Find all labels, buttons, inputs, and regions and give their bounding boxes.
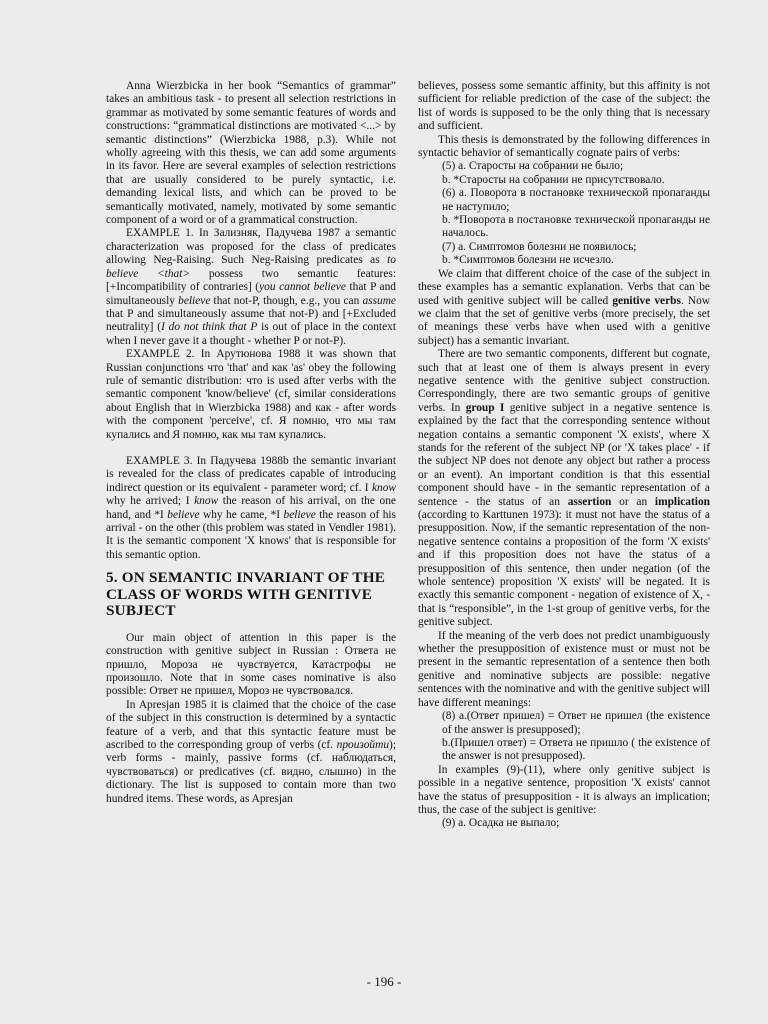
text-run: ); verb forms - mainly, passive forms (cf. наблюдаться, чувствоваться) or predicatives (cf. видно, слышно) in the dictionary. The list is supposed to contain more than two hundred items. These words, as Apresjan [106, 738, 396, 805]
text-run: EXAMPLE 1. In Зализняк, Падучева 1987 a semantic characterization was proposed for the class of predicates allowing Neg-Raising. Such Neg-Raising predicates as [106, 227, 396, 267]
left-column [106, 80, 396, 806]
italic-term: to believe <that> [106, 254, 396, 280]
text-run: There are two semantic components, different but cognate, such that at least one of them is always present in every negative sentence with the genitive subject construction. Correspondingly, there are two semantic groups of genitive verbs. In [418, 348, 710, 414]
example-6b: b. *Поворота в постановке технической пропаганды не началось. [442, 214, 710, 240]
bold-term: assertion [567, 495, 612, 508]
text-run: that P and simultaneously assume that not-P) and [+Excluded neutrality] ( [106, 307, 396, 334]
page-number: - 196 - [366, 974, 402, 989]
bold-term: implication [654, 495, 710, 508]
example-6a: (6) а. Поворота в постановке технической пропаганды не наступило; [442, 187, 710, 213]
text-run: In Apresjan 1985 it is claimed that the choice of the case of the subject in this construction is determined by a syntactic feature of a verb, and that this syntactic feature must be ascribed to the corresponding group of verbs (cf. [106, 698, 396, 751]
text-run: that not-P, though, e.g., you can [210, 294, 363, 307]
example-5b: b. *Старосты на собрании не присутствовало. [442, 173, 665, 186]
text-run: why he arrived; I [106, 495, 195, 508]
text-run: genitive subject in a negative sentence is explained by the fact that the corresponding sentence without negation contains a semantic component 'X exists', where X stands for the referent of the subject NP (or 'X takes place' - if the subject NP does not denote any object but rather a process or an event). An important condition is that this essential component should have - in the semantic representation of a sentence - the status of an [418, 401, 710, 508]
spacer [106, 442, 396, 455]
text-run: possess two semantic features: [+Incompatibility of contraries] ( [106, 267, 396, 294]
text-run: . Now we claim that the set of genitive verbs (more precisely, the set of meanings these verbs have when used with a genitive subject) has a semantic invariant. [418, 294, 711, 347]
paragraph-example-2: EXAMPLE 2. In Арутюнова 1988 it was shown that Russian conjunctions что 'that' and как 'as' obey the following rule of semantic distribution: что is used after verbs with the semantic component 'know/believe' (cf, similar considerations about English that in Wierzbicka 1988) and как - after words with the component 'perceive', cf. Я помню, что мы там купались and Я помню, как мы там купались. [106, 348, 396, 441]
paragraph-ambiguity: If the meaning of the verb does not predict unambiguously whether the presupposition of existence must or must not be present in the semantic representation of a sentence then both genitive and nominative subjects are possible: negative sentences with the nominative and with the genitive subject will have different meanings: [418, 629, 710, 709]
italic-term: know [194, 495, 219, 508]
paragraph-example-1 [106, 227, 396, 348]
bold-term: genitive verbs [612, 294, 681, 307]
paragraph-example-3 [106, 455, 396, 562]
paragraph-thesis: This thesis is demonstrated by the following differences in syntactic behavior of semantically cognate pairs of verbs: [418, 133, 710, 160]
text-run: or an [611, 495, 655, 508]
text-run: (according to Karttunen 1973): it must not have the status of a presupposition. Now, if the semantic representation of the non-negative sentence contains a proposition of the form 'X exists' and if this proposition does not have the status of a presupposition of this sentence, then under negation (of the whole sentence) proposition 'X exists' will be negated. It is exactly this semantic component - negation of existence of X, - that is “responsible”, in the 1-st group of genitive verbs, for the genitive subject. [418, 509, 710, 629]
italic-term: you cannot believe [259, 281, 346, 294]
example-8a: (8) а.(Ответ пришел) = Ответ не пришел (the existence of the answer is presupposed); [442, 710, 710, 736]
paragraph-main-object: Our main object of attention in this paper is the construction with genitive subject in Russian : Ответа не пришло, Мороза не чувствуется, Катастрофы не произошло. Note that in some cases nominative is also possible: Ответ не пришел, Мороз не чувствовался. [106, 631, 396, 698]
text-run: We claim that different choice of the case of the subject in these examples has a semantic explanation. Verbs that can be used with genitive subject will be called [418, 267, 710, 307]
text-run: is out of place in the context when I never gave it a thought - whether P or not-P). [106, 321, 396, 347]
bold-term: group I [465, 401, 505, 414]
example-7b: b. *Симптомов болезни не исчезло. [442, 254, 614, 267]
italic-term: believe [178, 294, 211, 307]
italic-term: assume [362, 294, 396, 307]
example-8b: b.(Пришел ответ) = Ответа не пришло ( the existence of the answer is not presupposed). [442, 736, 710, 763]
text-run: that P and simultaneously [106, 281, 396, 307]
text-run: EXAMPLE 3. In Падучева 1988b the semantic invariant is revealed for the class of predicates capable of introducing indirect question or its equivalent - parameter word; cf. I [106, 454, 396, 494]
italic-term: I do not think that P [161, 321, 258, 334]
italic-term: believe [283, 508, 316, 521]
paragraph-intro: Anna Wierzbicka in her book “Semantics of grammar” takes an ambitious task - to present all selection restrictions in grammar as motivated by some semantic features of words and constructions: “grammatical distinctions are motivated <...> by semantic distinctions” (Wierzbicka 1988, p.3). While not wholly agreeing with this thesis, we can add some arguments in its favor. Here are several examples of selection restrictions that are usually considered to be purely syntactic, i.e. demanding lexical lists, and which can be proved to be semantically motivated, namely, motivated by some semantic component of a word or of a grammatical construction. [106, 80, 396, 227]
paragraph-claim [418, 268, 710, 348]
example-5a: (5) а. Старосты на собрании не было; [442, 160, 624, 173]
example-7a: (7) а. Симптомов болезни не появилось; [442, 240, 637, 253]
italic-term: know [371, 481, 396, 494]
section-heading: 5. ON SEMANTIC INVARIANT OF THE CLASS OF WORDS WITH GENITIVE SUBJECT [106, 569, 386, 620]
italic-term: произойти [336, 738, 390, 751]
right-column [418, 80, 710, 831]
paragraph-apresjan [106, 699, 396, 806]
paragraph-continued: believes, possess some semantic affinity, but this affinity is not sufficient for reliable prediction of the case of the subject: the list of words is supposed to be the only thing that is necessary and sufficient. [418, 80, 710, 133]
paragraph-components [418, 348, 710, 630]
text-run: why he came, *I [199, 508, 284, 521]
italic-term: believe [167, 508, 200, 521]
text-run: the reason of his arrival - on the other (this problem was stated in Vendler 1981). It is the semantic component 'X knows' that is responsible for this semantic option. [106, 508, 396, 561]
paragraph-examples-9-11: In examples (9)-(11), where only genitive subject is possible in a negative sentence, proposition 'X exists' cannot have the status of presupposition - it is always an implication; thus, the case of the subject is genitive: [418, 763, 710, 816]
example-9a: (9) а. Осадка не выпало; [442, 817, 560, 830]
text-run: the reason of his arrival, on the one hand, and *I [106, 495, 396, 521]
